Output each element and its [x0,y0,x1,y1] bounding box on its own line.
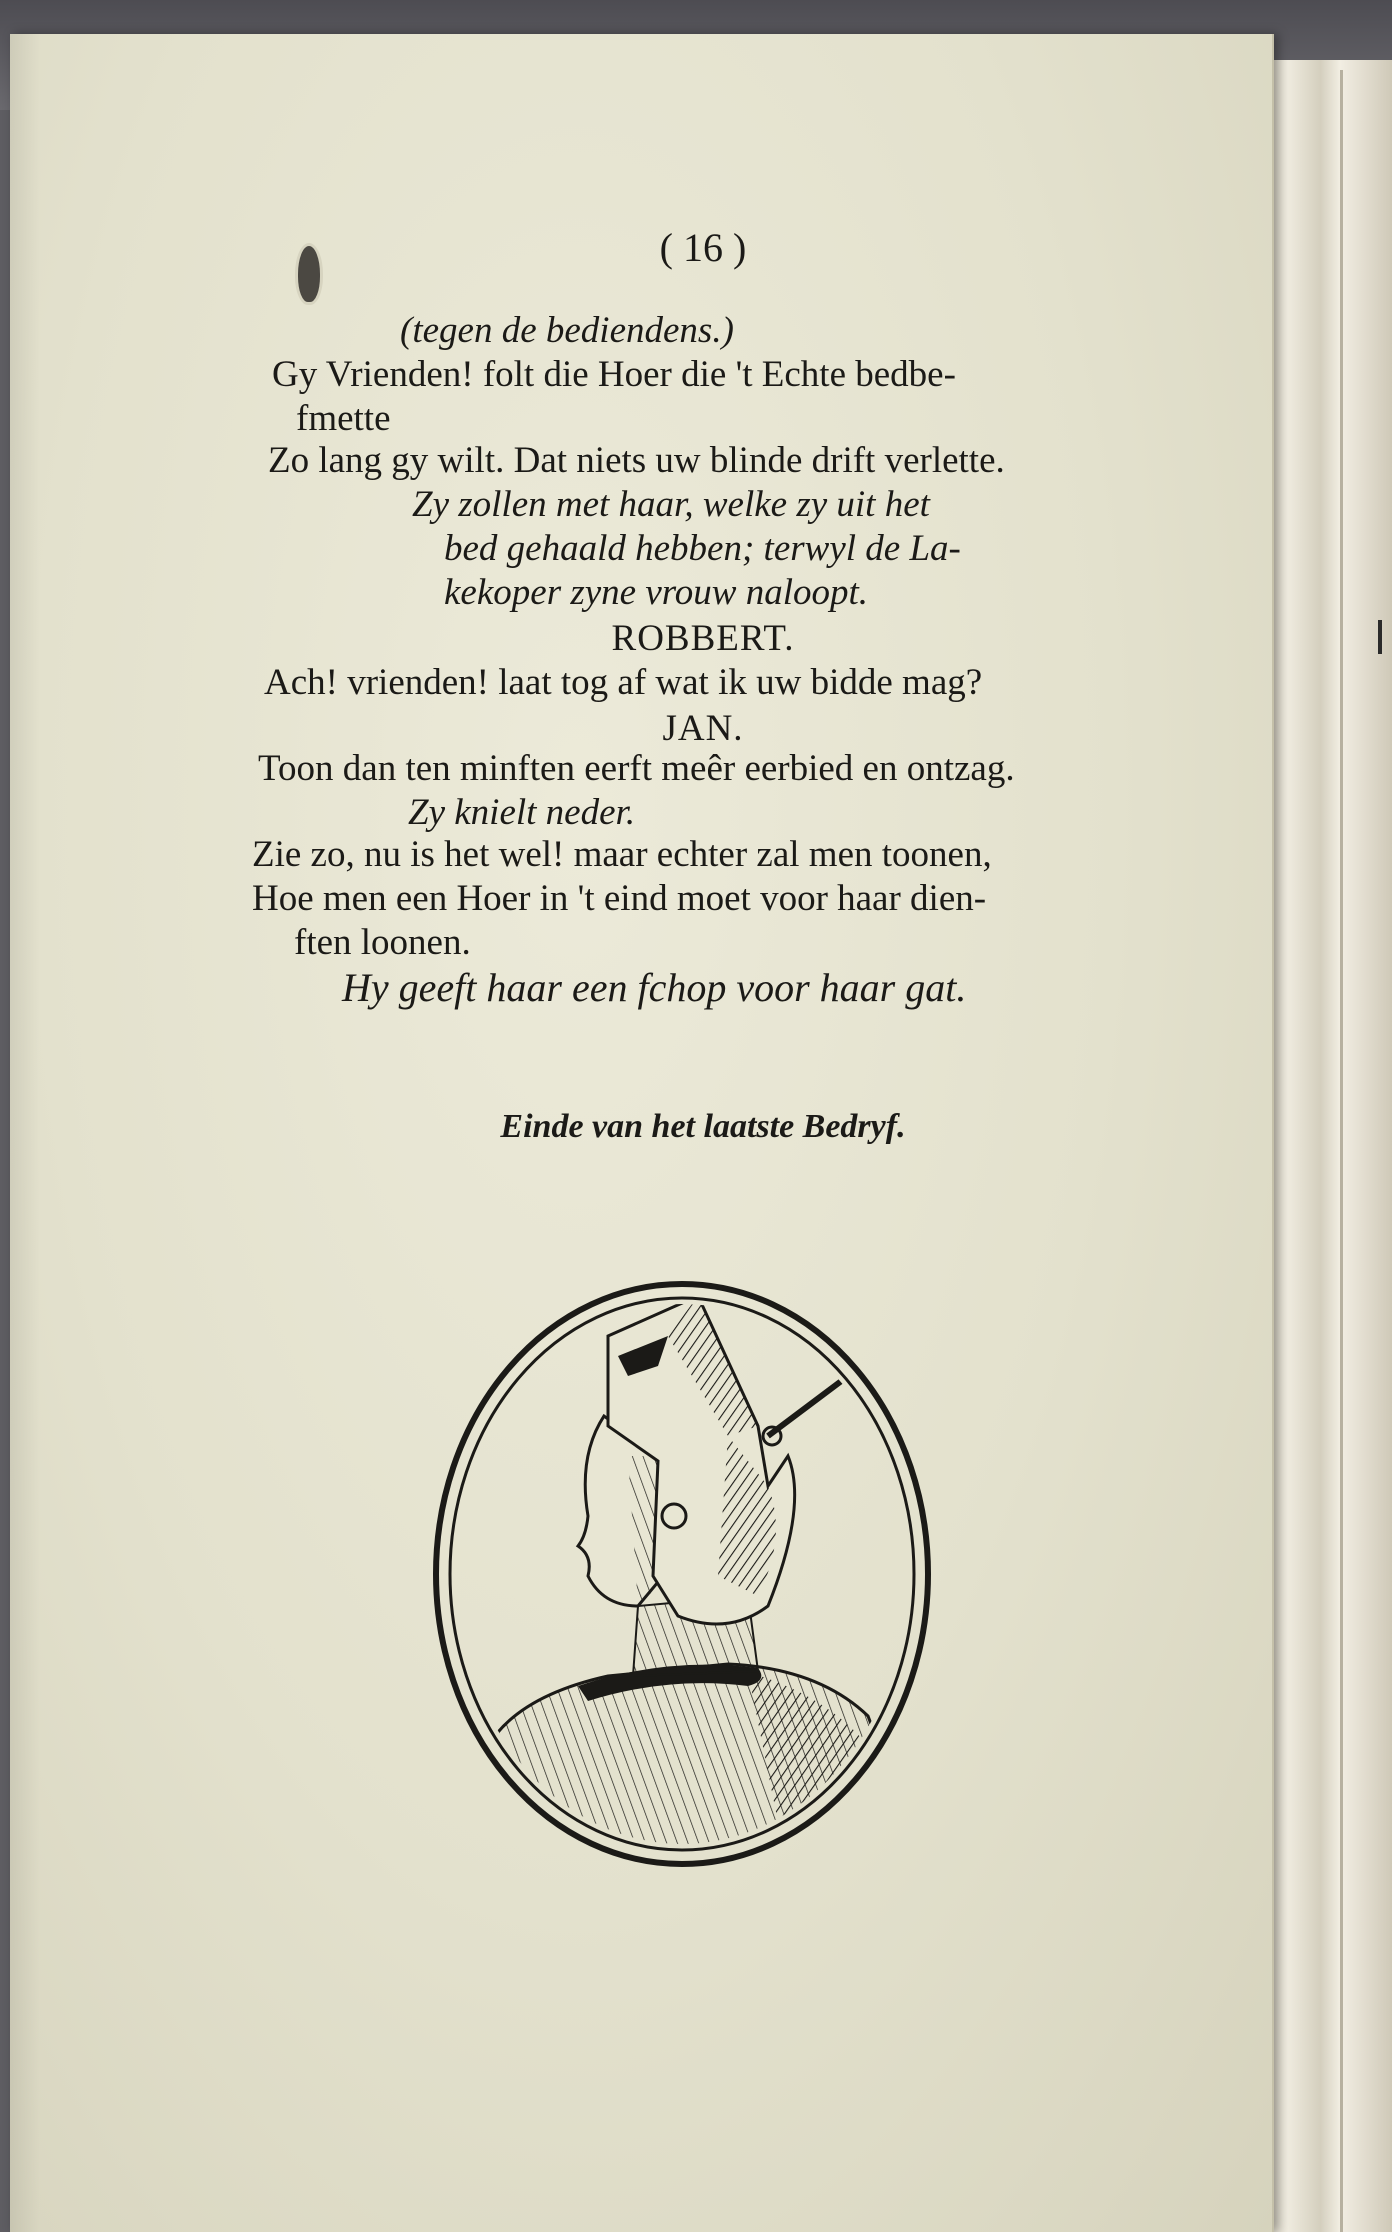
bishop-portrait-icon [428,1276,936,1872]
verse-line: Toon dan ten minften eerft meêr eerbied en ontzag. [258,748,1015,789]
stage-direction: (tegen de bediendens.) [400,310,734,351]
page-number: ( 16 ) [659,225,747,270]
speaker-name: JAN. [662,708,744,749]
book-edge-line [1340,70,1343,2232]
verse-line: Zo lang gy wilt. Dat niets uw blinde drift verlette. [268,440,1005,481]
verse-line: ften loonen. [294,922,471,963]
verse-line: Zie zo, nu is het wel! maar echter zal men toonen, [252,834,992,875]
stage-direction: kekoper zyne vrouw naloopt. [444,572,869,613]
stage-direction: Hy geeft haar een fchop voor haar gat. [342,965,967,1010]
verse-line: Hoe men een Hoer in 't eind moet voor haar dien- [252,878,987,919]
speaker-name: ROBBERT. [611,618,795,659]
stage-direction: bed gehaald hebben; terwyl de La- [444,528,961,569]
verse-line: Ach! vrienden! laat tog af wat ik uw bidde mag? [264,662,983,703]
stage-direction: Zy knielt neder. [408,792,636,833]
stage-direction: Zy zollen met haar, welke zy uit het [412,484,930,525]
page-fold-shadow [10,34,40,2232]
verse-line: fmette [296,398,391,439]
book-page-edges [1262,60,1392,2232]
book-edge-mark [1378,620,1382,654]
end-of-act-note: Einde van het laatste Bedryf. [500,1108,906,1145]
verse-line: Gy Vrienden! folt die Hoer die 't Echte bedbe- [272,354,956,395]
